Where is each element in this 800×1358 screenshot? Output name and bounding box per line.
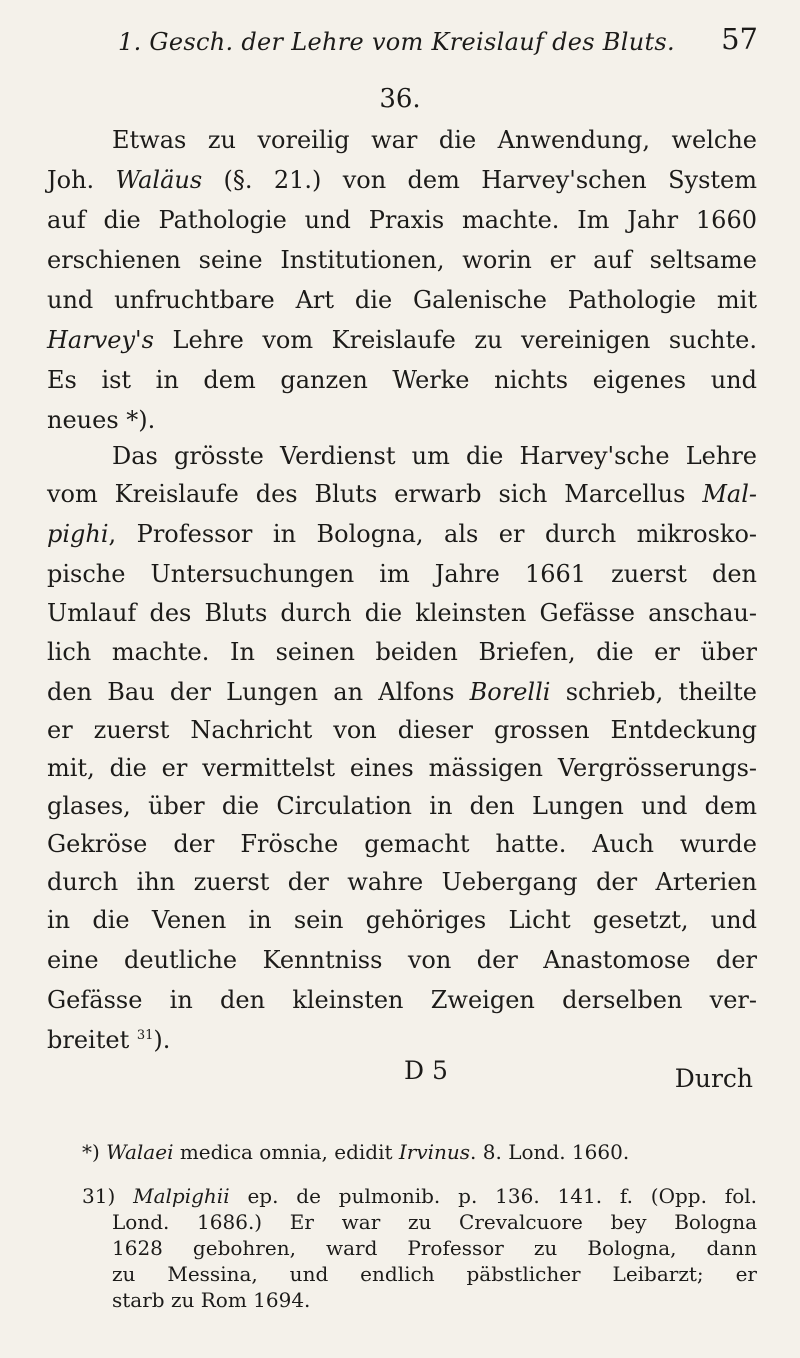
footnote-reference: 31 [136, 1028, 154, 1043]
paragraph-2-line: mit, die er vermittelst eines mässigen Vergrösserungs- [47, 754, 757, 782]
paragraph-2-line: Gekröse der Frösche gemacht hatte. Auch wurde [47, 830, 757, 858]
catchword: Durch [674, 1064, 753, 1093]
paragraph-2-line: Gefässe in den kleinsten Zweigen derselben ver- [47, 986, 757, 1014]
paragraph-2-line: durch ihn zuerst der wahre Uebergang der Arterien [47, 868, 757, 896]
paragraph-2-line: er zuerst Nachricht von dieser grossen Entdeckung [47, 716, 757, 744]
paragraph-1-line: erschienen seine Institutionen, worin er auf seltsame [47, 246, 757, 274]
paragraph-2-line: glases, über die Circulation in den Lungen und dem [47, 792, 757, 820]
running-header [118, 22, 758, 62]
paragraph-1-line: Harvey's Lehre vom Kreislaufe zu vereinigen suchte. [47, 326, 757, 354]
paragraph-2-line: Das grösste Verdienst um die Harvey'sche Lehre [112, 442, 757, 470]
footnote-31-line: zu Messina, und endlich päbstlicher Leibarzt; er [112, 1262, 757, 1286]
paragraph-1-line: Es ist in dem ganzen Werke nichts eigenes und [47, 366, 757, 394]
footnote-31-line: 31) Malpighii ep. de pulmonib. p. 136. 141. f. (Opp. fol. [82, 1184, 757, 1208]
running-title: 1. Gesch. der Lehre vom Kreislauf des Bluts. [118, 28, 675, 56]
paragraph-2-line: Umlauf des Bluts durch die kleinsten Gefässe anschau- [47, 599, 757, 627]
paragraph-2-line: vom Kreislaufe des Bluts erwarb sich Marcellus Mal- [47, 480, 757, 508]
paragraph-1-line: auf die Pathologie und Praxis machte. Im Jahr 1660 [47, 206, 757, 234]
paragraph-1-line: Joh. Waläus (§. 21.) von dem Harvey'schen System [47, 166, 757, 194]
paragraph-1-line: neues *). [47, 406, 156, 434]
paragraph-2-line: breitet $^{31}$). [47, 1026, 171, 1054]
signature-mark: D 5 [404, 1056, 448, 1085]
paragraph-1-line: Etwas zu voreilig war die Anwendung, welche [112, 126, 757, 154]
paragraph-2-line: pische Untersuchungen im Jahre 1661 zuerst den [47, 560, 757, 588]
paragraph-2-line: lich machte. In seinen beiden Briefen, die er über [47, 638, 757, 666]
paragraph-2-line: pighi, Professor in Bologna, als er durch mikrosko- [47, 520, 757, 548]
page-number: 57 [721, 22, 758, 56]
paragraph-2-line: in die Venen in sein gehöriges Licht gesetzt, und [47, 906, 757, 934]
section-number: 36. [379, 84, 421, 114]
footnote-31-line: starb zu Rom 1694. [112, 1288, 311, 1312]
footnote-star: *) Walaei medica omnia, edidit Irvinus. 8. Lond. 1660. [82, 1140, 630, 1164]
footnote-31-line: 1628 gebohren, ward Professor zu Bologna, dann [112, 1236, 757, 1260]
footnote-31-line: Lond. 1686.) Er war zu Crevalcuore bey Bologna [112, 1210, 757, 1234]
paragraph-1-line: und unfruchtbare Art die Galenische Pathologie mit [47, 286, 757, 314]
paragraph-2-line: eine deutliche Kenntniss von der Anastomose der [47, 946, 757, 974]
paragraph-2-line: den Bau der Lungen an Alfons Borelli schrieb, theilte [47, 678, 757, 706]
